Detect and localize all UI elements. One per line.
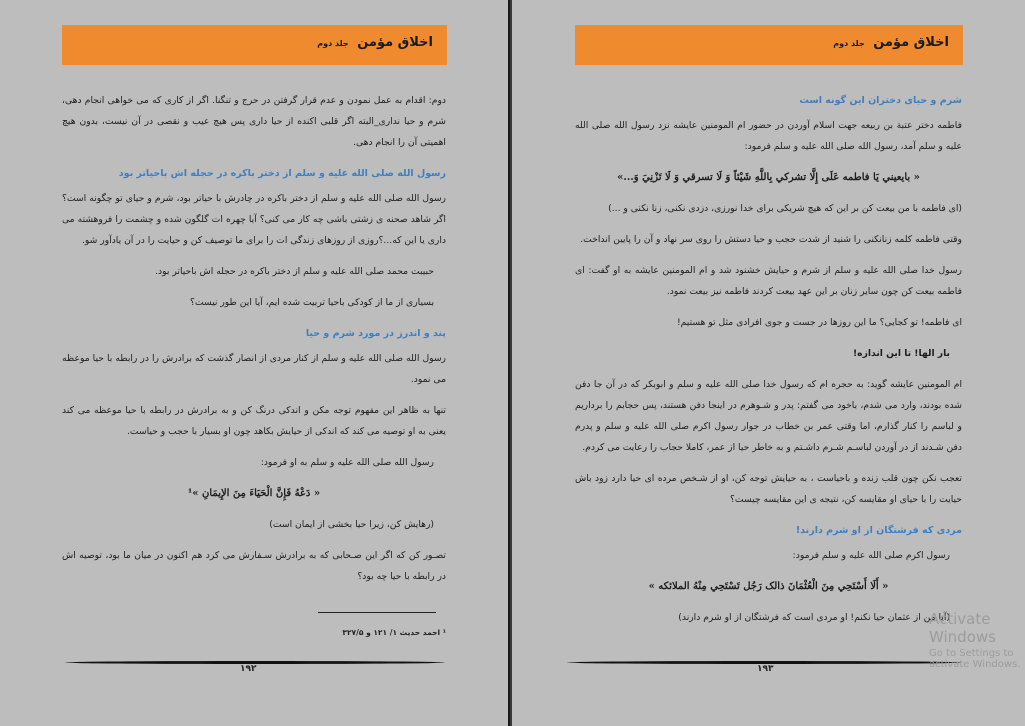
watermark-line-2: Go to Settings to activate Windows. bbox=[929, 648, 1021, 670]
paragraph: فاطمه دختر عتبة بن ربیعه جهت اسلام آوردن در حضور ام المومنین عایشه نزد رسول الله صلی الله علیه و سلم آمد، رسول الله صلی الله علیه و سلم فرمود: bbox=[575, 120, 962, 152]
section-heading: رسول الله صلی الله علیه و سلم از دختر باکره در حجله اش باحیاتر بود bbox=[118, 168, 446, 179]
right-header-volume: جلد دوم bbox=[833, 39, 865, 48]
left-page-number: ۱۹۲ bbox=[240, 664, 257, 674]
left-header-title-text: اخلاق مؤمن bbox=[357, 35, 433, 50]
activate-windows-watermark bbox=[929, 610, 1025, 670]
section-heading: مردی که فرشتگان از او شرم دارند! bbox=[795, 525, 962, 536]
paragraph: رسول الله صلی الله علیه و سلم به او فرمود: bbox=[260, 457, 434, 468]
watermark-line-1: Activate Windows bbox=[929, 610, 996, 646]
right-header-banner bbox=[575, 25, 963, 65]
left-header-volume: جلد دوم bbox=[317, 39, 349, 48]
right-header-title bbox=[833, 35, 949, 50]
paragraph: تنها به ظاهر این مفهوم توجه مکن و اندکی درنگ کن و به برادرش در رابطه با حیا موعظه می کند یعنی به او توصیه می کند که اندکی از حیایش بکاهد چون او بسیار با حجب و حیاست. bbox=[62, 405, 446, 437]
paragraph: (آیا من از عثمان حیا نکنم! او مردی است که فرشتگان از او شرم دارند) bbox=[678, 612, 950, 623]
paragraph: رسول الله صلی الله علیه و سلم از کنار مردی از انصار گذشت که برادرش را در رابطه با حیا موعظه می نمود. bbox=[62, 353, 446, 385]
footnote: ¹ احمد حدیث ۱/ ۱۲۱ و ۳۲۷/۵ bbox=[342, 628, 446, 637]
right-page bbox=[512, 0, 1025, 726]
paragraph: ای فاطمه! تو کجایی؟ ما این روزها در جست و جوی افرادی مثل تو هستیم! bbox=[677, 317, 962, 328]
left-body-text bbox=[62, 90, 446, 597]
hadith-quote: « دَعْهُ فَإِنَّ الْحَيَاءَ مِنَ الإِيمَانِ »¹ bbox=[187, 488, 321, 499]
section-heading: پند و اندرز در مورد شرم و حیا bbox=[305, 328, 446, 339]
hadith-quote: « بايعيني يَا فاطمه عَلَى إِلَّا تشركي بِاللَّهِ شَيْئاً وَ لَا تسرقي وَ لَا تَزْنِيَ وَ...» bbox=[617, 172, 920, 183]
paragraph: ام المومنین عایشه گوید: به حجره ام که رسول خدا صلی الله علیه و سلم و ابوبکر که در آن جا دفن شده بودند، وارد می شدم، باخود می گفتم: پدر و شـوهرم در اینجا دفن هستند، پس حجابم را برداریم و لباسم را کنار گذارم، اما وقتی عمر بن خطاب در جوار رسول اکرم صلی الله علیه و سلم و پدرم دفن شـدند از در آوردن لباسـم شـرم داشـتم و به خاطر حیا از عمر، کاملا حجاب را رعایت می کردم. bbox=[575, 379, 962, 453]
paragraph: وقتی فاطمه کلمه زنانکنی را شنید از شدت حجب و حیا دستش را روی سر نهاد و آن را پایین انداخت. bbox=[580, 234, 962, 245]
section-heading: شرم و حیای دختران این گونه است bbox=[799, 95, 962, 106]
left-page bbox=[0, 0, 510, 726]
emphasis-line: بار الها! تا این اندازه! bbox=[852, 348, 950, 359]
right-page-number: ۱۹۳ bbox=[757, 664, 774, 674]
right-header-title-text: اخلاق مؤمن bbox=[873, 35, 949, 50]
footnote-divider bbox=[318, 612, 436, 613]
paragraph: دوم: اقدام به عمل نمودن و عدم قرار گرفتن در حرج و تنگنا. اگر از کاری که می خواهی انجام دهی، شرم و حیا نداری_البته اگر قلبی اکنده از حیا داری پس هیچ عیب و نقصی در آن نیست، بدون هیچ اهمیتی آن را انجام دهی. bbox=[62, 95, 446, 148]
paragraph: (رهایش کن، زیرا حیا بخشی از ایمان است) bbox=[269, 519, 434, 530]
paragraph: رسول الله صلی الله علیه و سلم از دختر باکره در چادرش با حیاتر بود، شرم و حیای تو چگونه است؟ اگر شاهد صحنه ی زشتی باشی چه کار می کنی؟ آیا چهره ات گلگون شده و چشمت را فروهشته می داری یا این که...؟روزی از روزهای زندگی ات را برای ما توصیف کن و حیایت را در آن یادآور شو. bbox=[62, 193, 446, 246]
paragraph: تصـور کن که اگر این صـحابی که به برادرش سـفارش می کرد هم اکنون در میان ما بود، توصیه اش در رابطه با حیا چه بود؟ bbox=[62, 550, 446, 582]
paragraph: رسول اکرم صلی الله علیه و سلم فرمود: bbox=[792, 550, 950, 561]
paragraph: حبیبت محمد صلی الله علیه و سلم از دختر باکره در حجله اش باحیاتر بود. bbox=[155, 266, 434, 277]
left-header-banner bbox=[62, 25, 447, 65]
right-body-text bbox=[575, 90, 962, 638]
hadith-quote: « أَلَا أَسْتَحِي مِنَ الْعُثْمَانَ ذالک رَجُل تَسْتَحِي مِنْهُ الملائكه » bbox=[648, 581, 889, 592]
paragraph: (ای فاطمه با من بیعت کن بر این که هیچ شریکی برای خدا نورزی، دزدی نکنی، زنا نکنی و ...) bbox=[608, 203, 962, 214]
left-header-title bbox=[317, 35, 433, 50]
paragraph: تعجب نکن چون قلب زنده و باحیاست ، به حیایش توجه کن، او از شـخص مرده ای حیا دارد زود باش حیایت را با حیای او مقایسه کن، نتیجه ی این مقایسه چیست؟ bbox=[575, 473, 962, 505]
paragraph: رسول خدا صلی الله علیه و سلم از شرم و حیایش خشنود شد و ام المومنین عایشه به او گفت: ای فاطمه بیعت کن چون سایر زنان بر این عهد بیعت کردند فاطمه نیز بیعت نمود. bbox=[575, 265, 962, 297]
paragraph: بسیاری از ما از کودکی باحیا تربیت شده ایم، آیا این طور نیست؟ bbox=[190, 297, 434, 308]
